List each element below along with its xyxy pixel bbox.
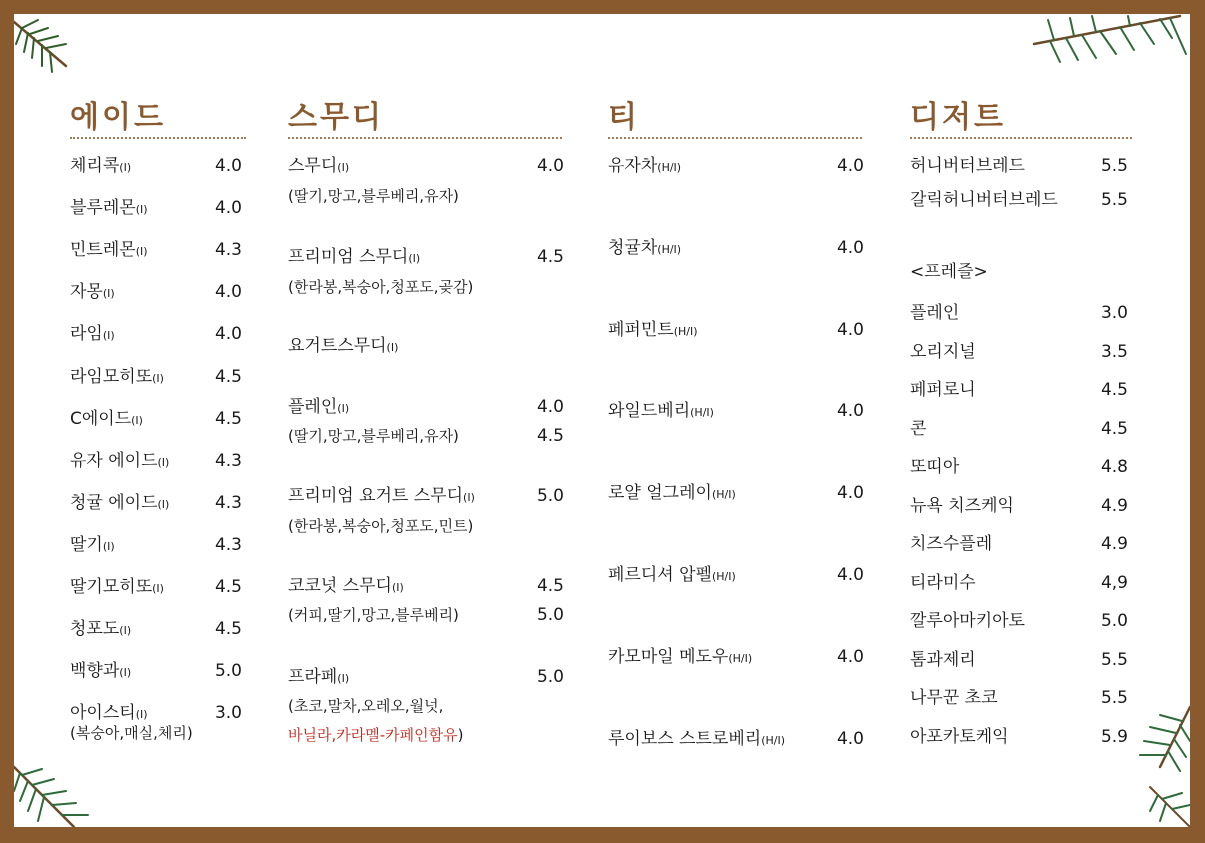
menu-price: 4.0 bbox=[536, 156, 564, 176]
menu-item: 뉴욕 치즈케익 bbox=[910, 495, 1014, 516]
menu-item: 허니버터브레드 bbox=[910, 156, 1025, 176]
menu-item: 톰과제리 bbox=[910, 649, 976, 670]
menu-price: 4.3 bbox=[214, 450, 242, 471]
menu-price: 4.3 bbox=[214, 534, 242, 555]
menu-item-frappe: 프라페(I) bbox=[288, 667, 350, 687]
menu-item: 치즈수플레 bbox=[910, 534, 993, 554]
menu-price: 5.0 bbox=[536, 605, 564, 625]
menu-item: 페르디셔 압펠(H/I) bbox=[608, 565, 736, 585]
menu-price: 4.5 bbox=[214, 366, 242, 387]
icetea-note: (복숭아,매실,체리) bbox=[70, 724, 193, 742]
menu-item: 백향과(I) bbox=[70, 661, 132, 682]
menu-item-premium-yogurt-smoothie: 프리미엄 요거트 스무디(I) bbox=[288, 486, 475, 506]
menu-price: 5.5 bbox=[1100, 649, 1128, 670]
menu-item: 딸기(I) bbox=[70, 534, 115, 555]
pine-branch-icon bbox=[1030, 14, 1190, 84]
menu-price: 4.0 bbox=[214, 324, 242, 345]
menu-item: 딸기모히또(I) bbox=[70, 577, 164, 597]
menu-item: C에이드(I) bbox=[70, 408, 143, 429]
menu-item-plain: 플레인(I) bbox=[288, 397, 350, 417]
pine-branch-icon bbox=[14, 14, 84, 84]
menu-item: 나무꾼 초코 bbox=[910, 688, 998, 708]
menu-price: 4,9 bbox=[1100, 572, 1128, 593]
menu-price: 5.0 bbox=[214, 661, 242, 682]
menu-note: (초코,말차,오레오,월넛, bbox=[288, 697, 444, 715]
menu-price: 4.0 bbox=[836, 401, 864, 422]
menu-item: 플레인 bbox=[910, 303, 960, 323]
tea-divider bbox=[608, 137, 862, 139]
menu-price: 4.0 bbox=[836, 237, 864, 258]
menu-item: 콘 bbox=[910, 418, 927, 439]
menu-price: 4.5 bbox=[536, 426, 564, 446]
menu-item: 아포카토케익 bbox=[910, 726, 1009, 747]
menu-item: 자몽(I) bbox=[70, 282, 115, 303]
menu-item: 티라미수 bbox=[910, 572, 976, 593]
menu-item: 블루레몬(I) bbox=[70, 198, 148, 219]
menu-price: 4.0 bbox=[836, 728, 864, 749]
dessert-divider bbox=[910, 137, 1132, 139]
menu-item: 로얄 얼그레이(H/I) bbox=[608, 483, 736, 504]
menu-price: 5.9 bbox=[1100, 726, 1128, 747]
menu-price: 4.5 bbox=[1100, 380, 1128, 400]
menu-price: 5.5 bbox=[1100, 190, 1128, 210]
smoothie-heading: 스무디 bbox=[288, 100, 384, 135]
menu-note: (딸기,망고,블루베리,유자) bbox=[288, 187, 459, 205]
menu-item: 라임(I) bbox=[70, 324, 115, 345]
menu-item: 카모마일 메도우(H/I) bbox=[608, 646, 753, 667]
menu-price: 4.9 bbox=[1100, 534, 1128, 554]
menu-item: 또띠아 bbox=[910, 457, 960, 477]
menu-price: 3.0 bbox=[1100, 303, 1128, 323]
menu-price: 5.0 bbox=[536, 667, 564, 687]
menu-note: (한라봉,복숭아,청포도,곶감) bbox=[288, 278, 474, 296]
menu-item: 유자차(H/I) bbox=[608, 156, 682, 176]
menu-price: 4.5 bbox=[536, 576, 564, 596]
ade-heading: 에이드 bbox=[70, 100, 166, 135]
menu-item: 청귤차(H/I) bbox=[608, 237, 682, 258]
pine-branch-icon bbox=[1120, 697, 1190, 827]
smoothie-divider bbox=[288, 137, 562, 139]
menu-price: 4.5 bbox=[214, 619, 242, 640]
menu-price: 3.5 bbox=[1100, 341, 1128, 362]
menu-price: 4.5 bbox=[214, 408, 242, 429]
menu-item: 오리지널 bbox=[910, 341, 976, 362]
menu-price: 4.0 bbox=[214, 156, 242, 176]
menu-price: 4.0 bbox=[836, 565, 864, 585]
menu-price: 4.0 bbox=[836, 646, 864, 667]
menu-item-premium-smoothie: 프리미엄 스무디(I) bbox=[288, 247, 421, 267]
menu-price: 4.8 bbox=[1100, 457, 1128, 477]
menu-price: 4.9 bbox=[1100, 495, 1128, 516]
menu-note: (딸기,망고,블루베리,유자) bbox=[288, 427, 459, 445]
menu-item: 유자 에이드(I) bbox=[70, 450, 170, 471]
menu-price: 4.5 bbox=[1100, 418, 1128, 439]
menu-item: 갈릭허니버터브레드 bbox=[910, 190, 1058, 210]
menu-price: 5.5 bbox=[1100, 156, 1128, 176]
menu-price: 4.5 bbox=[536, 247, 564, 267]
menu-item: 페퍼민트(H/I) bbox=[608, 319, 698, 340]
menu-item: 체리콕(I) bbox=[70, 156, 132, 176]
menu-price: 4.0 bbox=[836, 156, 864, 176]
menu-item-smoothie: 스무디(I) bbox=[288, 156, 350, 176]
dessert-heading: 디저트 bbox=[910, 100, 1006, 135]
menu-item: 루이보스 스트로베리(H/I) bbox=[608, 728, 786, 749]
menu-item: 라임모히또(I) bbox=[70, 366, 164, 387]
menu-note: (한라봉,복숭아,청포도,민트) bbox=[288, 517, 474, 535]
menu-price: 4.3 bbox=[214, 492, 242, 513]
menu-item: 깔루아마키아토 bbox=[910, 611, 1025, 631]
tea-heading: 티 bbox=[608, 100, 640, 135]
menu-price: 5.0 bbox=[1100, 611, 1128, 631]
menu-item-yogurt-smoothie: 요거트스무디(I) bbox=[288, 336, 399, 356]
menu-price: 4.3 bbox=[214, 240, 242, 261]
menu-item: 아이스티(I) bbox=[70, 703, 148, 724]
menu-price: 5.5 bbox=[1100, 688, 1128, 708]
menu-price: 4.0 bbox=[214, 198, 242, 219]
menu-price: 4.0 bbox=[214, 282, 242, 303]
menu-item: 청귤 에이드(I) bbox=[70, 492, 170, 513]
menu-item: 청포도(I) bbox=[70, 619, 132, 640]
menu-note-caffeine: 바닐라,카라멜-카페인함유) bbox=[288, 726, 464, 744]
menu-item: 페퍼로니 bbox=[910, 380, 976, 400]
menu-price: 4.0 bbox=[836, 483, 864, 504]
pine-branch-icon bbox=[14, 747, 104, 827]
menu-price: 4.0 bbox=[536, 397, 564, 417]
menu-price: 4.0 bbox=[836, 319, 864, 340]
ade-divider bbox=[70, 137, 246, 139]
menu-price: 5.0 bbox=[536, 486, 564, 506]
menu-note: (커피,딸기,망고,블루베리) bbox=[288, 606, 459, 624]
menu-item-coconut-smoothie: 코코넛 스무디(I) bbox=[288, 576, 404, 596]
menu-item: 민트레몬(I) bbox=[70, 240, 148, 261]
menu-board bbox=[14, 14, 1190, 827]
menu-price: 3.0 bbox=[214, 703, 242, 724]
pretzel-label: <프레즐> bbox=[910, 262, 988, 282]
menu-item: 와일드베리(H/I) bbox=[608, 401, 714, 422]
menu-price: 4.5 bbox=[214, 577, 242, 597]
